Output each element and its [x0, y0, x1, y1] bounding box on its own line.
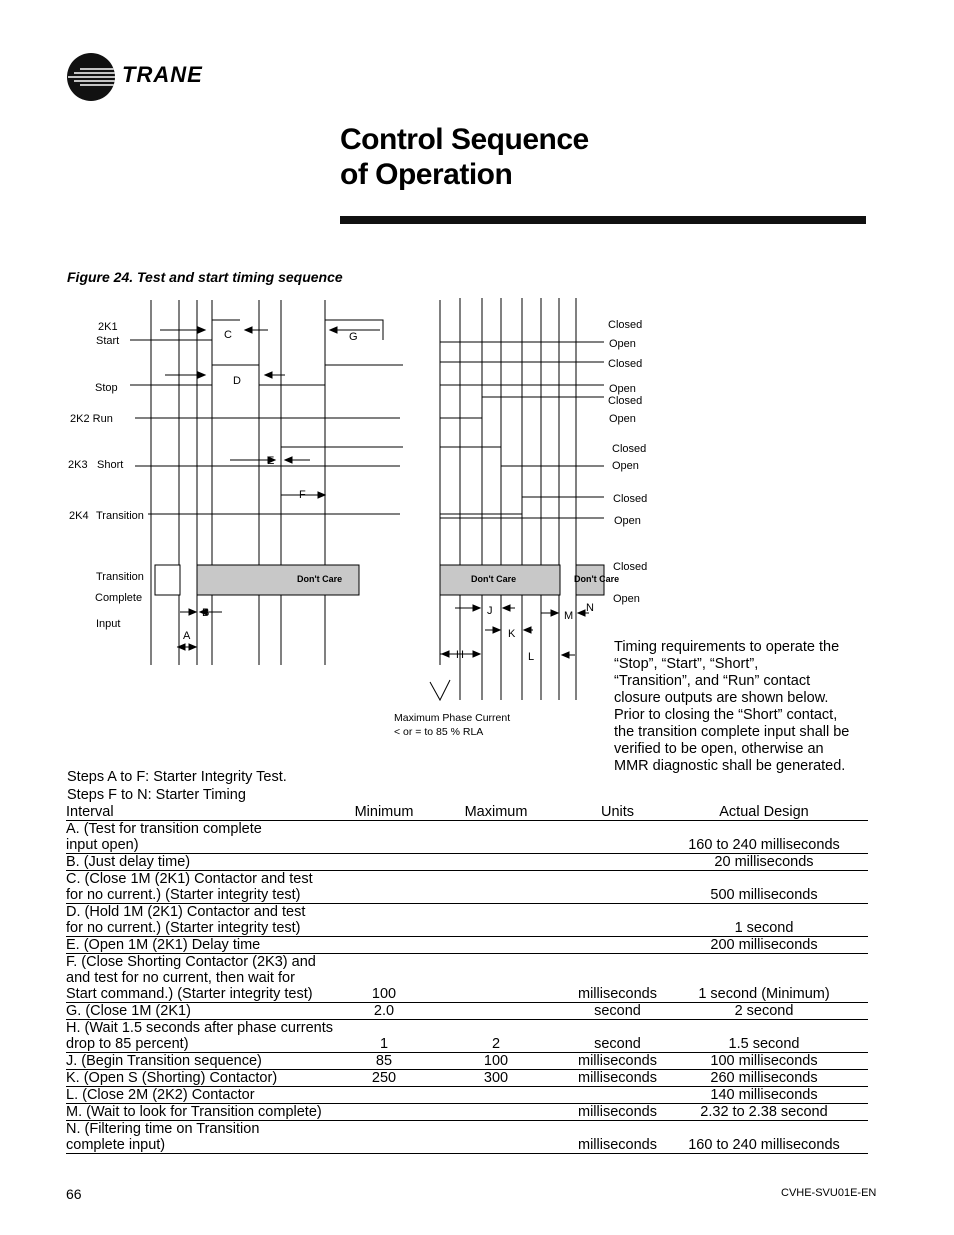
page-title-line2: of Operation	[340, 158, 513, 191]
signal-tc-transition: Transition	[96, 571, 144, 583]
interval-line: input open)	[66, 837, 139, 853]
actual-design-cell: 140 milliseconds	[710, 1087, 818, 1103]
interval-cell	[66, 1053, 351, 1070]
table-row	[66, 954, 868, 1003]
minimum-cell	[351, 904, 417, 937]
interval-cell	[66, 937, 351, 954]
dont-care-label: Don't Care	[471, 574, 517, 584]
table-row	[66, 1070, 868, 1087]
note-line: the transition complete input shall be	[614, 724, 850, 740]
minimum-cell: 85	[375, 1053, 393, 1069]
steps-line-1: Steps A to F: Starter Integrity Test.	[67, 769, 287, 785]
signal-2k4: 2K4	[69, 510, 89, 522]
interval-g: G	[349, 331, 358, 343]
state-label: Open	[609, 383, 636, 395]
state-label: Closed	[608, 358, 643, 370]
note-line: closure outputs are shown below.	[614, 690, 829, 706]
actual-design-cell: 200 milliseconds	[710, 937, 818, 953]
maximum-cell	[417, 1003, 575, 1020]
dont-care-label: Don't Care	[574, 574, 620, 584]
minimum-cell	[351, 1087, 417, 1104]
steps-summary	[67, 768, 287, 804]
minimum-cell	[351, 1121, 417, 1154]
note-line: Timing requirements to operate the	[614, 639, 840, 655]
actual-design-cell: 100 milliseconds	[710, 1053, 818, 1069]
table-row	[66, 1087, 868, 1104]
interval-line: D. (Hold 1M (2K1) Contactor and test	[66, 904, 306, 920]
note-line: Prior to closing the “Short” contact,	[614, 707, 838, 723]
timing-diagram	[60, 290, 700, 750]
phase-current-label: Maximum Phase Current	[394, 712, 511, 724]
table-row	[66, 1104, 868, 1121]
interval-m: M	[564, 610, 574, 622]
table-row	[66, 821, 868, 854]
maximum-cell: 100	[483, 1053, 509, 1069]
maximum-cell	[417, 1087, 575, 1104]
signal-2k3: 2K3	[68, 459, 88, 471]
state-label: Open	[609, 413, 636, 425]
minimum-cell: 250	[371, 1070, 397, 1086]
interval-k: K	[508, 628, 516, 640]
state-label: Closed	[608, 395, 643, 407]
interval-cell	[66, 954, 351, 1003]
interval-line: H. (Wait 1.5 seconds after phase currents	[66, 1020, 334, 1036]
state-label: Closed	[608, 319, 643, 331]
table-row	[66, 1121, 868, 1154]
interval-cell	[66, 904, 351, 937]
units-cell: milliseconds	[578, 986, 657, 1002]
maximum-cell: 300	[483, 1070, 509, 1086]
signal-stop: Stop	[95, 382, 118, 394]
actual-design-cell: 160 to 240 milliseconds	[688, 1137, 840, 1153]
interval-cell	[66, 1087, 351, 1104]
actual-design-cell: 1.5 second	[728, 1036, 800, 1052]
table-row	[66, 854, 868, 871]
signal-start: Start	[96, 335, 120, 347]
minimum-cell	[351, 1104, 417, 1121]
interval-line: complete input)	[66, 1137, 166, 1153]
interval-n: N	[586, 602, 594, 614]
maximum-cell	[417, 954, 575, 1003]
interval-line: M. (Wait to look for Transition complete)	[66, 1104, 322, 1120]
interval-l: L	[528, 651, 535, 663]
interval-j: J	[487, 605, 493, 617]
interval-h: H	[456, 649, 464, 661]
actual-design-cell: 20 milliseconds	[714, 854, 814, 870]
interval-d: D	[233, 375, 241, 387]
interval-cell	[66, 854, 351, 871]
minimum-cell: 2.0	[373, 1003, 395, 1019]
interval-e: E	[267, 455, 275, 467]
state-label: Open	[614, 515, 641, 527]
minimum-cell: 100	[371, 986, 397, 1002]
units-cell	[575, 871, 660, 904]
maximum-cell	[417, 1121, 575, 1154]
table-row	[66, 1053, 868, 1070]
units-cell: milliseconds	[578, 1053, 657, 1069]
minimum-cell	[351, 937, 417, 954]
interval-line: B. (Just delay time)	[66, 854, 191, 870]
units-cell: milliseconds	[578, 1137, 657, 1153]
table-row	[66, 1003, 868, 1020]
note-line: “Stop”, “Start”, “Short”,	[614, 656, 759, 672]
col-maximum: Maximum	[464, 804, 528, 820]
interval-line: J. (Begin Transition sequence)	[66, 1053, 262, 1069]
state-label: Open	[613, 593, 640, 605]
figure-caption: Figure 24. Test and start timing sequence	[67, 269, 343, 285]
state-label: Closed	[612, 443, 647, 455]
interval-cell	[66, 871, 351, 904]
interval-line: G. (Close 1M (2K1)	[66, 1003, 191, 1019]
units-cell	[575, 1087, 660, 1104]
interval-cell	[66, 1121, 351, 1154]
page-number: 66	[66, 1186, 82, 1202]
signal-tc-input: Input	[96, 618, 121, 630]
actual-design-cell: 260 milliseconds	[710, 1070, 818, 1086]
signal-2k1: 2K1	[98, 321, 118, 333]
interval-f: F	[299, 489, 306, 501]
interval-b: B	[202, 607, 210, 619]
units-cell: second	[594, 1003, 641, 1019]
actual-design-cell: 1 second (Minimum)	[698, 986, 830, 1002]
interval-line: Start command.) (Starter integrity test)	[66, 986, 313, 1002]
phase-current-threshold: < or = to 85 % RLA	[394, 726, 484, 738]
title-rule	[340, 216, 866, 224]
steps-line-2: Steps F to N: Starter Timing	[67, 787, 246, 803]
interval-line: E. (Open 1M (2K1) Delay time	[66, 937, 261, 953]
interval-c: C	[224, 329, 232, 341]
actual-design-cell: 160 to 240 milliseconds	[688, 837, 840, 853]
document-id: CVHE-SVU01E-EN	[781, 1187, 877, 1199]
page-title-line1: Control Sequence	[340, 123, 589, 156]
col-interval: Interval	[66, 804, 114, 820]
actual-design-cell: 500 milliseconds	[710, 887, 818, 903]
minimum-cell	[351, 854, 417, 871]
state-label: Closed	[613, 561, 648, 573]
maximum-cell	[417, 937, 575, 954]
interval-line: K. (Open S (Shorting) Contactor)	[66, 1070, 278, 1086]
maximum-cell	[417, 904, 575, 937]
units-cell	[575, 821, 660, 854]
interval-cell	[66, 1104, 351, 1121]
interval-line: for no current.) (Starter integrity test)	[66, 920, 301, 936]
interval-line: N. (Filtering time on Transition	[66, 1121, 260, 1137]
interval-line: A. (Test for transition complete	[66, 821, 262, 837]
interval-cell	[66, 1070, 351, 1087]
col-minimum: Minimum	[354, 804, 414, 820]
interval-line: for no current.) (Starter integrity test)	[66, 887, 301, 903]
interval-cell	[66, 1020, 351, 1053]
units-cell: milliseconds	[578, 1104, 657, 1120]
dont-care-label: Don't Care	[297, 574, 343, 584]
col-units: Units	[600, 804, 635, 820]
actual-design-cell: 2.32 to 2.38 second	[700, 1104, 828, 1120]
maximum-cell	[417, 871, 575, 904]
signal-transition: Transition	[96, 510, 144, 522]
table-row	[66, 871, 868, 904]
note-line: “Transition”, and “Run” contact	[614, 673, 811, 689]
interval-cell	[66, 1003, 351, 1020]
state-label: Open	[609, 338, 636, 350]
brand-wordmark: TRANE	[122, 62, 203, 87]
interval-cell	[66, 821, 351, 854]
signal-short: Short	[97, 459, 124, 471]
trane-logo-icon	[66, 52, 116, 102]
page-title	[340, 122, 589, 192]
state-label: Closed	[613, 493, 648, 505]
signal-2k2-run: 2K2 Run	[70, 413, 113, 425]
table-row	[66, 1020, 868, 1053]
interval-line: and test for no current, then wait for	[66, 970, 295, 986]
maximum-cell	[417, 1104, 575, 1121]
maximum-cell: 2	[491, 1036, 501, 1052]
interval-line: L. (Close 2M (2K2) Contactor	[66, 1087, 255, 1103]
timing-table	[66, 804, 868, 1154]
state-label: Open	[612, 460, 639, 472]
table-row	[66, 904, 868, 937]
minimum-cell	[351, 871, 417, 904]
signal-tc-complete: Complete	[95, 592, 143, 604]
maximum-cell	[417, 821, 575, 854]
interval-line: C. (Close 1M (2K1) Contactor and test	[66, 871, 313, 887]
maximum-cell	[417, 854, 575, 871]
interval-a: A	[183, 630, 191, 642]
col-actual-design: Actual Design	[719, 804, 809, 820]
table-row	[66, 937, 868, 954]
minimum-cell: 1	[379, 1036, 389, 1052]
units-cell: second	[594, 1036, 641, 1052]
actual-design-cell: 2 second	[734, 1003, 794, 1019]
units-cell	[575, 854, 660, 871]
minimum-cell	[351, 821, 417, 854]
interval-line: drop to 85 percent)	[66, 1036, 189, 1052]
actual-design-cell: 1 second	[734, 920, 794, 936]
table-header-row	[66, 804, 868, 821]
units-cell	[575, 904, 660, 937]
units-cell: milliseconds	[578, 1070, 657, 1086]
note-line: verified to be open, otherwise an	[614, 741, 824, 757]
note-line: MMR diagnostic shall be generated.	[614, 758, 846, 774]
timing-note	[614, 639, 870, 775]
units-cell	[575, 937, 660, 954]
interval-line: F. (Close Shorting Contactor (2K3) and	[66, 954, 316, 970]
